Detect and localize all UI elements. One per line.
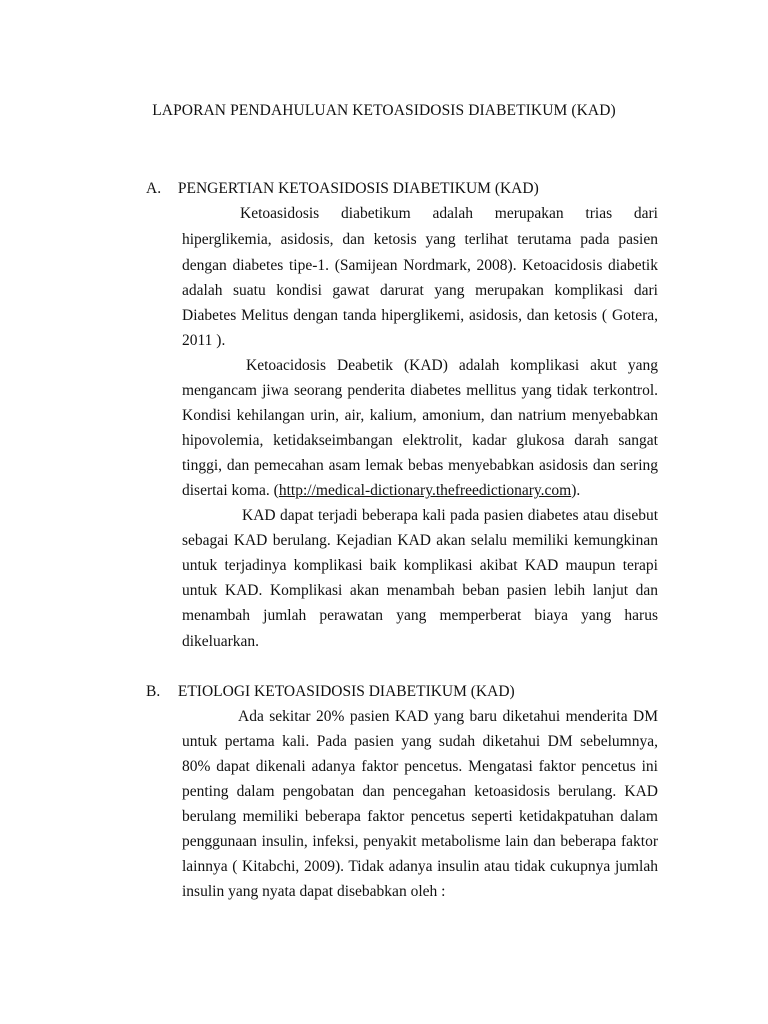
paragraph-line: berulang memiliki beberapa faktor pencetus seperti ketidakpatuhan dalam xyxy=(182,808,658,825)
paragraph-line: Ketoasidosis diabetikum adalah merupakan trias dari xyxy=(240,205,658,222)
paragraph-line: untuk KAD. Komplikasi akan menambah beban pasien lebih lanjut dan xyxy=(182,582,658,599)
paragraph-line: lainnya ( Kitabchi, 2009). Tidak adanya insulin atau tidak cukupnya jumlah xyxy=(182,858,658,875)
document-title: LAPORAN PENDAHULUAN KETOASIDOSIS DIABETIKUM (KAD) xyxy=(152,102,616,119)
paragraph-line: mengancam jiwa seorang penderita diabetes mellitus yang tidak terkontrol. xyxy=(182,382,658,399)
line-suffix: ). xyxy=(571,482,581,499)
paragraph-line: untuk pertama kali. Pada pasien yang sudah diketahui DM sebelumnya, xyxy=(182,733,658,750)
section-b-letter: B. xyxy=(146,683,161,700)
paragraph-line: adalah suatu kondisi gawat darurat yang merupakan komplikasi dari xyxy=(182,282,658,299)
paragraph-line: tinggi, dan pemecahan asam lemak bebas menyebabkan asidosis dan sering xyxy=(182,457,658,474)
paragraph-line: Ketoacidosis Deabetik (KAD) adalah komplikasi akut yang xyxy=(246,357,658,374)
paragraph-line: menambah jumlah perawatan yang memperberat biaya yang harus xyxy=(182,607,658,624)
section-a-heading xyxy=(146,180,539,198)
paragraph-line: dikeluarkan. xyxy=(182,633,260,650)
paragraph-line: insulin yang nyata dapat disebabkan oleh : xyxy=(182,883,446,900)
paragraph-line: sebagai KAD berulang. Kejadian KAD akan selalu memiliki kemungkinan xyxy=(182,532,658,549)
paragraph-line: hiperglikemia, asidosis, dan ketosis yang terlihat terutama pada pasien xyxy=(182,231,658,248)
paragraph-line: Diabetes Melitus dengan tanda hiperglikemi, asidosis, dan ketosis ( Gotera, xyxy=(182,307,658,324)
paragraph-line: Ada sekitar 20% pasien KAD yang baru diketahui menderita DM xyxy=(238,708,658,725)
paragraph-line: Kondisi kehilangan urin, air, kalium, amonium, dan natrium menyebabkan xyxy=(182,407,658,424)
paragraph-line: KAD dapat terjadi beberapa kali pada pasien diabetes atau disebut xyxy=(242,507,658,524)
paragraph-line: 2011 ). xyxy=(182,332,226,349)
section-a-letter: A. xyxy=(146,180,162,197)
paragraph-line: untuk terjadinya komplikasi baik komplikasi akibat KAD maupun terapi xyxy=(182,557,658,574)
paragraph-line: dengan diabetes tipe-1. (Samijean Nordmark, 2008). Ketoacidosis diabetik xyxy=(182,257,658,274)
section-a-title: PENGERTIAN KETOASIDOSIS DIABETIKUM (KAD) xyxy=(177,180,539,197)
section-b-heading xyxy=(146,683,515,701)
paragraph-line: hipovolemia, ketidakseimbangan elektrolit, kadar glukosa darah sangat xyxy=(182,432,658,449)
section-b-title: ETIOLOGI KETOASIDOSIS DIABETIKUM (KAD) xyxy=(177,683,515,700)
dictionary-link[interactable]: http://medical-dictionary.thefreedictionary.com xyxy=(278,482,572,499)
paragraph-line: penggunaan insulin, infeksi, penyakit metabolisme lain dan beberapa faktor xyxy=(182,833,658,850)
line-prefix: disertai koma. ( xyxy=(182,482,279,499)
paragraph-line-with-link xyxy=(182,481,658,501)
paragraph-line: penting dalam pengobatan dan pencegahan ketoasidosis berulang. KAD xyxy=(182,783,658,800)
paragraph-line: 80% dapat dikenali adanya faktor pencetus. Mengatasi faktor pencetus ini xyxy=(182,758,658,775)
